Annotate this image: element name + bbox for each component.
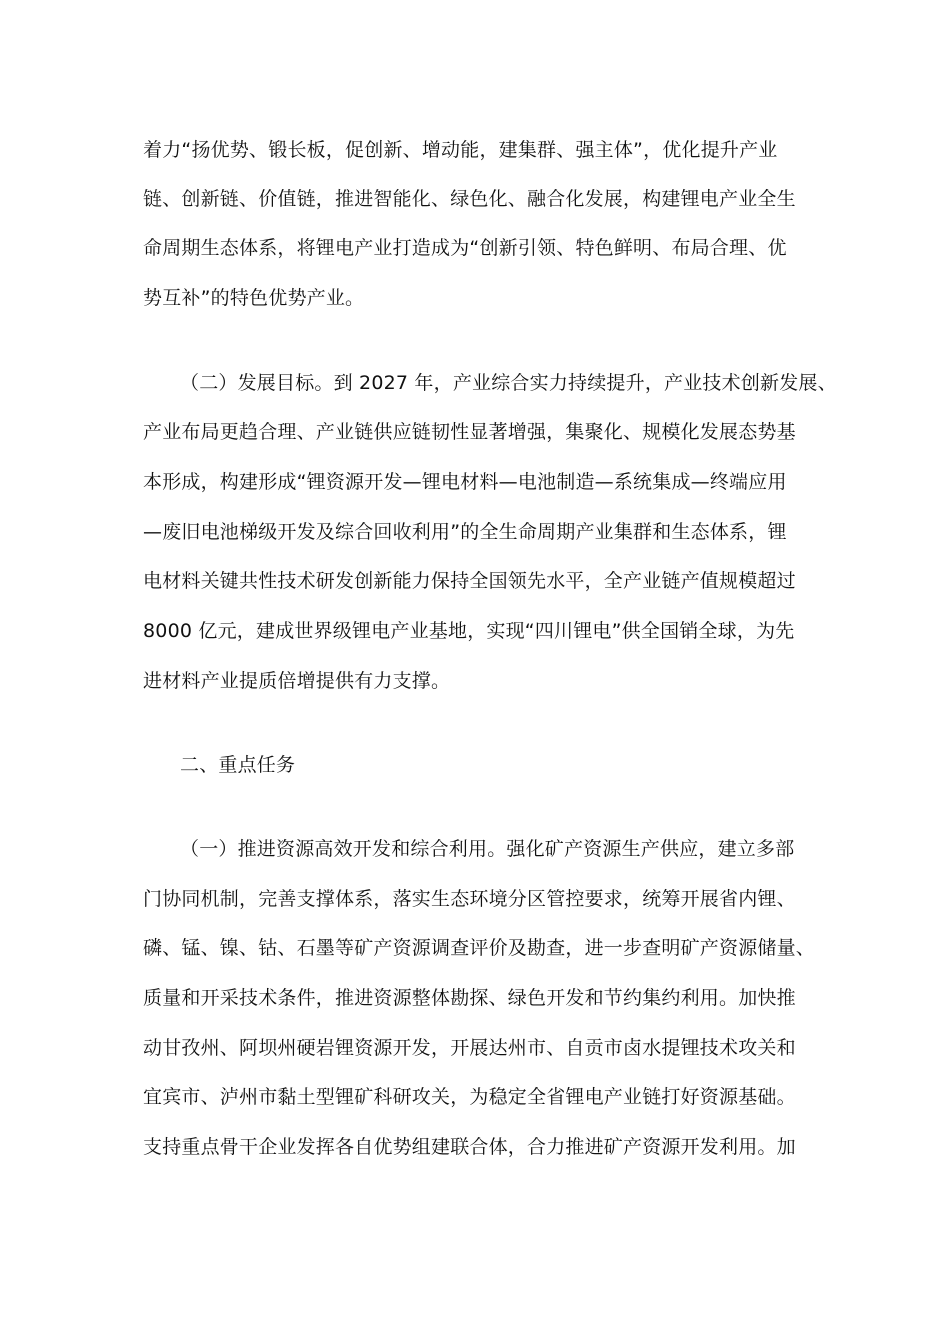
text-line: 8000 亿元，建成世界级锂电产业基地，实现“四川锂电”供全国销全球，为先 bbox=[143, 620, 795, 642]
section-heading: 二、重点任务 bbox=[180, 754, 296, 776]
text-line: 质量和开采技术条件，推进资源整体勘探、绿色开发和节约集约利用。加快推 bbox=[143, 987, 796, 1009]
text-line: 势互补”的特色优势产业。 bbox=[143, 287, 365, 309]
text-line: （一）推进资源高效开发和综合利用。强化矿产资源生产供应，建立多部 bbox=[180, 838, 795, 860]
text-line: 动甘孜州、阿坝州硬岩锂资源开发，开展达州市、自贡市卤水提锂技术攻关和 bbox=[143, 1037, 796, 1059]
text-line: 产业布局更趋合理、产业链供应链韧性显著增强，集聚化、规模化发展态势基 bbox=[143, 421, 796, 443]
text-line: 命周期生态体系，将锂电产业打造成为“创新引领、特色鲜明、布局合理、优 bbox=[143, 237, 787, 259]
text-line: 着力“扬优势、锻长板，促创新、增动能，建集群、强主体”，优化提升产业 bbox=[143, 139, 778, 161]
text-line: 支持重点骨干企业发挥各自优势组建联合体，合力推进矿产资源开发利用。加 bbox=[143, 1136, 796, 1158]
text-line: 本形成，构建形成“锂资源开发—锂电材料—电池制造—系统集成—终端应用 bbox=[143, 471, 787, 493]
text-line: （二）发展目标。到 2027 年，产业综合实力持续提升，产业技术创新发展、 bbox=[180, 372, 837, 394]
text-line: 电材料关键共性技术研发创新能力保持全国领先水平，全产业链产值规模超过 bbox=[143, 570, 796, 592]
text-line: 进材料产业提质倍增提供有力支撑。 bbox=[143, 670, 451, 692]
text-line: 门协同机制，完善支撑体系，落实生态环境分区管控要求，统筹开展省内锂、 bbox=[143, 888, 796, 910]
text-line: 宜宾市、泸州市黏土型锂矿科研攻关，为稳定全省锂电产业链打好资源基础。 bbox=[143, 1086, 796, 1108]
text-line: 磷、锰、镍、钴、石墨等矿产资源调查评价及勘查，进一步查明矿产资源储量、 bbox=[143, 937, 816, 959]
text-line: 链、创新链、价值链，推进智能化、绿色化、融合化发展，构建锂电产业全生 bbox=[143, 188, 796, 210]
text-line: —废旧电池梯级开发及综合回收利用”的全生命周期产业集群和生态体系，锂 bbox=[143, 521, 787, 543]
